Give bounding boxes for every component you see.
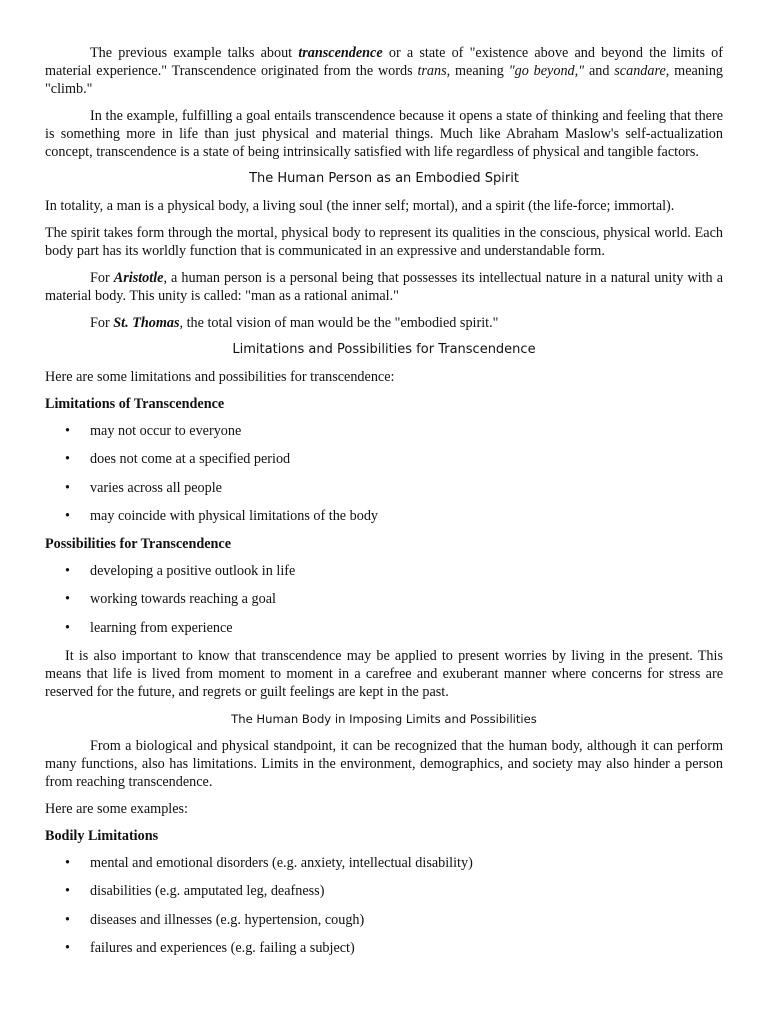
list-item bbox=[45, 619, 723, 637]
text-run: , the total vision of man would be the "embodied spirit." bbox=[179, 315, 499, 331]
text-run: For bbox=[90, 270, 114, 286]
document-page bbox=[45, 44, 723, 967]
bodily-limitations-list bbox=[45, 854, 723, 957]
list-item bbox=[45, 507, 723, 525]
intro-paragraph-2: In the example, fulfilling a goal entails transcendence because it opens a state of thinking and feeling that there is something more in life than just physical and material things. Much like Abraham Maslow's self-actualization concept, transcendence is a state of being intrinsically satisfied with life regardless of physical and tangible factors. bbox=[45, 108, 723, 160]
bullet-icon: • bbox=[65, 883, 70, 900]
bullet-icon: • bbox=[65, 619, 70, 636]
list-item-text: failures and experiences (e.g. failing a subject) bbox=[90, 939, 355, 956]
examples-intro: Here are some examples: bbox=[45, 801, 188, 818]
list-item bbox=[45, 422, 723, 440]
section-heading-limitations-possibilities: Limitations and Possibilities for Transcendence bbox=[232, 342, 536, 357]
list-item-text: developing a positive outlook in life bbox=[90, 563, 296, 580]
list-item bbox=[45, 882, 723, 900]
text-run: The previous example talks about bbox=[90, 45, 299, 61]
bullet-icon: • bbox=[65, 939, 70, 956]
section-heading-embodied-spirit: The Human Person as an Embodied Spirit bbox=[249, 171, 519, 186]
list-item bbox=[45, 854, 723, 872]
emphasis-trans: trans bbox=[417, 63, 447, 79]
embodied-paragraph-1: In totality, a man is a physical body, a living soul (the inner self; mortal), and a spirit (the life-force; immortal). bbox=[45, 198, 675, 214]
text-run: , meaning "climb." bbox=[45, 63, 724, 97]
emphasis-scandare: scandare bbox=[614, 63, 666, 79]
bullet-icon: • bbox=[65, 563, 70, 580]
bullet-icon: • bbox=[65, 451, 70, 468]
bullet-icon: • bbox=[65, 911, 70, 928]
list-item-text: working towards reaching a goal bbox=[90, 591, 276, 608]
present-living-paragraph: It is also important to know that transcendence may be applied to present worries by living in the present. This means that life is lived from moment to moment in a carefree and exuberant manner where concerns for stress are reserved for the future, and regrets or guilt feelings are kept in the past. bbox=[45, 648, 723, 701]
list-item-text: does not come at a specified period bbox=[90, 451, 291, 468]
list-item-text: mental and emotional disorders (e.g. anxiety, intellectual disability) bbox=[90, 855, 473, 872]
list-item bbox=[45, 479, 723, 497]
list-item-text: may not occur to everyone bbox=[90, 423, 242, 439]
embodied-paragraph-2: The spirit takes form through the mortal, physical body to represent its qualities in the conscious, physical world. Each body part has its worldly function that is communicated in an expressive and understandable form. bbox=[45, 225, 723, 259]
text-run: For bbox=[90, 315, 114, 331]
emphasis-go-beyond: "go beyond," bbox=[508, 63, 585, 79]
bullet-icon: • bbox=[65, 479, 70, 496]
bullet-icon: • bbox=[65, 591, 70, 608]
list-item-text: disabilities (e.g. amputated leg, deafness) bbox=[90, 883, 325, 900]
bodily-limitations-title: Bodily Limitations bbox=[45, 828, 159, 845]
list-item-text: diseases and illnesses (e.g. hypertension, cough) bbox=[90, 911, 365, 928]
st-thomas-paragraph bbox=[45, 314, 723, 332]
list-item bbox=[45, 562, 723, 580]
list-item bbox=[45, 911, 723, 929]
possibilities-list bbox=[45, 562, 723, 637]
human-body-paragraph: From a biological and physical standpoint, it can be recognized that the human body, although it can perform many functions, also has limitations. Limits in the environment, demographics, and society may also hinder a person from reaching transcendence. bbox=[45, 738, 723, 791]
bullet-icon: • bbox=[65, 423, 70, 439]
text-run: or a state of "existence above and beyond the limits of material experience." Transcendence originated from the words bbox=[45, 45, 723, 79]
possibilities-title: Possibilities for Transcendence bbox=[45, 536, 232, 553]
limitations-intro: Here are some limitations and possibilities for transcendence: bbox=[45, 369, 395, 385]
section-heading-human-body: The Human Body in Imposing Limits and Possibilities bbox=[231, 712, 537, 727]
text-run: , a human person is a personal being that possesses its intellectual nature in a natural unity with a material body. This unity is called: "man as a rational animal." bbox=[45, 270, 723, 304]
list-item bbox=[45, 939, 723, 957]
list-item bbox=[45, 450, 723, 468]
limitations-list bbox=[45, 422, 723, 525]
text-run: , meaning bbox=[446, 63, 509, 79]
list-item-text: may coincide with physical limitations of the body bbox=[90, 507, 379, 524]
aristotle-paragraph bbox=[45, 269, 723, 305]
bullet-icon: • bbox=[65, 855, 70, 872]
list-item-text: learning from experience bbox=[90, 619, 233, 636]
list-item-text: varies across all people bbox=[90, 479, 222, 496]
limitations-title: Limitations of Transcendence bbox=[45, 396, 225, 412]
list-item bbox=[45, 590, 723, 608]
emphasis-transcendence: transcendence bbox=[298, 45, 383, 61]
emphasis-st-thomas: St. Thomas bbox=[113, 315, 180, 331]
emphasis-aristotle: Aristotle bbox=[113, 270, 164, 286]
intro-paragraph-1 bbox=[45, 44, 723, 98]
bullet-icon: • bbox=[65, 507, 70, 524]
text-run: and bbox=[584, 63, 615, 79]
